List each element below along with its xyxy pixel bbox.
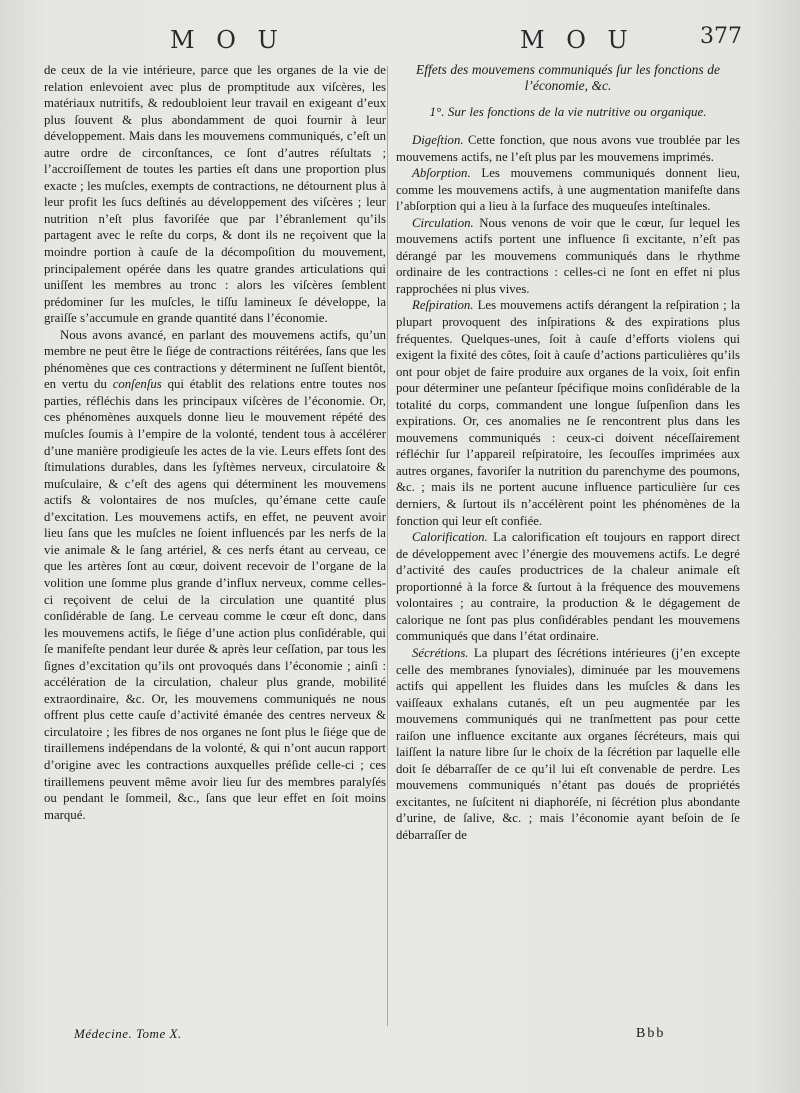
heading-term: Sécrétions. [412,645,469,660]
running-head-right: M O U [520,26,635,54]
paragraph-secretions [396,645,740,844]
paragraph-respiration [396,297,740,529]
paragraph-text: Les mouvemens communiqués donnent lieu, comme les mouvemens actifs, à une augmentation manifeſte dans l’abſorption qui a lieu à la ſurface des muqueuſes inteſtinales. [396,166,740,214]
paragraph-consensus [44,327,386,823]
column-divider [387,66,388,1026]
paragraph-text: Nous venons de voir que le cœur, ſur lequel les mouvemens actifs portent une influence ſi excitante, n’eſt pas dérangé par les mouvemens communiqués dans le rhythme ordinaire de les contractions : celles-ci ne ſont en effet ni plus rapprochées ni plus vives. [396,215,740,296]
page-number: 377 [700,24,742,49]
paragraph-calorification [396,529,740,645]
paragraph-absorption [396,165,740,215]
heading-term: Reſpiration. [412,298,474,313]
heading-term: Abſorption. [412,166,471,181]
heading-term: Calorification. [412,530,488,545]
heading-term: Circulation. [412,215,474,230]
latin-term: conſenſus [112,377,162,392]
paragraph-text: La calorification eſt toujours en rapport direct de développement avec l’énergie des mouvemens actifs. Le degré d’activité des cauſes productrices de la chaleur animale eſt proportionné à la force & ſurtout à la fréquence des mouvemens volontaires ; au contraire, la production & le dégagement de calorique ne ſont pas plus conſidérables pendant les mouvemens communiqués que dans l’état ordinaire. [396,530,740,644]
right-column [396,62,740,844]
signature-mark: Bbb [636,1026,666,1041]
running-head-left: M O U [170,26,285,54]
paragraph-text: qui établit des relations entre toutes nos parties, réfléchis dans les principaux viſcères de l’économie. Or, ces phénomènes auxquels donne lieu le mouvement répété des muſcles ſoumis à l’empire de la volonté, tendent tous à accélérer d’une manière prodigieuſe les actes de la vie. Leurs effets ſont des ſtimulations durables, dans les ſyſtèmes nerveux, circulatoire & muſculaire, & c’eſt des agens qui déterminent les mouvemens actifs & volontaires de nos muſcles, qu’émane cette cauſe d’excitation. Les mouvemens actifs, en effet, ne peuvent avoir lieu ſans que les muſcles ne ſoient influencés par les nerfs de la vie animale & le ſang artériel, & ces nerfs étant au cerveau, ce que les artères ſont au cœur, doivent recevoir de l’organe de la volition une ſomme plus grande d’influx nerveux, comme celles-ci reçoivent de celui de la circulation une quantité plus conſidérable de ſang. Le cerveau comme le cœur eſt donc, dans les mouvemens actifs, le ſiége d’une action plus conſidérable, qui ſe manifeſte pendant leur durée & après leur ceſſation, par tous les ſignes d’excitation qu’ils ont provoqués dans l’économie ; ainſi : accélération de la circulation, chaleur plus grande, mobilité extraordinaire, &c. Or, les mouvemens communiqués ne nous offrent plus cette cauſe d’activité émanée des centres nerveux & circulatoire ; les fibres de nos organes ne ſont plus le ſiége que de tiraillemens indépendans de la volonté, & qui n’ont aucun rapport d’origine avec les contractions auxquelles préſide celle-ci ; ces tiraillemens peuvent même avoir lieu ſur des membres paralyſés ou pendant le ſommeil, &c., ſans que leur effet en ſoit moins marqué. [44,377,387,822]
volume-footer: Médecine. Tome X. [74,1026,182,1041]
section-title: Effets des mouvemens communiqués ſur les fonctions de l’économie, &c. [416,62,720,93]
paragraph-circulation [396,215,740,298]
paragraph-continued: de ceux de la vie intérieure, parce que les organes de la vie de relation enlevoient avec plus de promptitude aux viſcères, les matériaux nutritifs, & redoubloient leur travail en exigeant d’eux plus ſouvent & plus abondamment de quoi fournir à leur développement. Mais dans les mouvemens communiqués, c’eſt un autre ordre de circonſtances, ce ſont d’autres réſultats ; l’accroiſſement de toutes les parties eſt dans une proportion plus exacte ; les muſcles, exempts de contractions, ne détournent plus à leur profit les ſucs deſtinés au développement des viſcères ; leur nutrition n’eſt plus favoriſée que par l’ébranlement qu’ils partagent avec le reſte du corps, & dont ils ne reçoivent que la moindre portion à cauſe de la décompoſition du mouvement, principalement opérée dans les quatre grandes articulations qui uniſſent les membres au tronc : alors les viſcères ſemblent prédominer ſur les muſcles, le tiſſu lamineux ſe développe, la graiſſe s’accumule en grande quantité dans l’économie. [44,63,386,326]
paragraph-text: Cette fonction, que nous avons vue troublée par les mouvemens actifs, ne l’eſt plus par les mouvemens imprimés. [396,133,740,164]
paragraph-text: La plupart des ſécrétions intérieures (j’en excepte celle des membranes ſynoviales), diminuée par les mouvemens actifs qui appellent les fluides dans les muſcles & dans les vaiſſeaux exhalans cutanés, eſt un peu augmentée par les mouvemens communiqués qui ne tranſmettent pas pour cette raiſon une influence excitante aux organes ſécréteurs, mais qui laiſſent la nature libre ſur le choix de la ſécrétion par laquelle elle doit ſe débarraſſer de ce qu’il lui eſt convenable de perdre. Les mouvemens communiqués n’étant pas doués de propriétés excitantes, ne ſuſcitent ni diaphoréſe, ni ſécrétion plus abondante d’urine, de ſalive, &c. ; mais l’économie ayant beſoin de ſe débarraſſer de [396,645,740,842]
paragraph-text: Les mouvemens actifs dérangent la reſpiration ; la plupart provoquent des inſpirations & des expirations plus fréquentes. Quelques-unes, ſoit à cauſe d’efforts violens qui exigent la fixité des côtes, ſoit à cauſe d’actions particulières qu’ils ont pour objet de faire produire aux organes de la voix, ſoit enfin pour déterminer une peſanteur ſpécifique moins conſidérable de la totalité du corps, commandent une longue ſuſpenſion dans les expirations. Or, ces anomalies ne ſe rencontrent plus dans les mouvemens communiqués : ceux-ci doivent néceſſairement réfléchir ſur l’appareil reſpiratoire, les ſecouſſes imprimées aux autres organes, favoriſer la nutrition du parenchyme des poumons, &c. ; mais ils ne portent aucune influence particulière ſur ces derniers, & ſurtout ils n’accélèrent point les phénomènes de la fonction qui leur eſt confiée. [396,298,740,528]
sub-section-title: 1°. Sur les fonctions de la vie nutritive ou organique. [429,104,707,119]
heading-term: Digeſtion. [412,133,464,147]
paragraph-digestion [396,132,740,165]
paragraph-text: Nous avons avancé, en parlant des mouvemens actifs, qu’un membre ne peut être le ſiége de contractions réitérées, ſans que les phénomènes que ces contractions y déterminent ne ſuſſent bientôt, en vertu du [44,327,386,392]
left-column [44,62,386,823]
